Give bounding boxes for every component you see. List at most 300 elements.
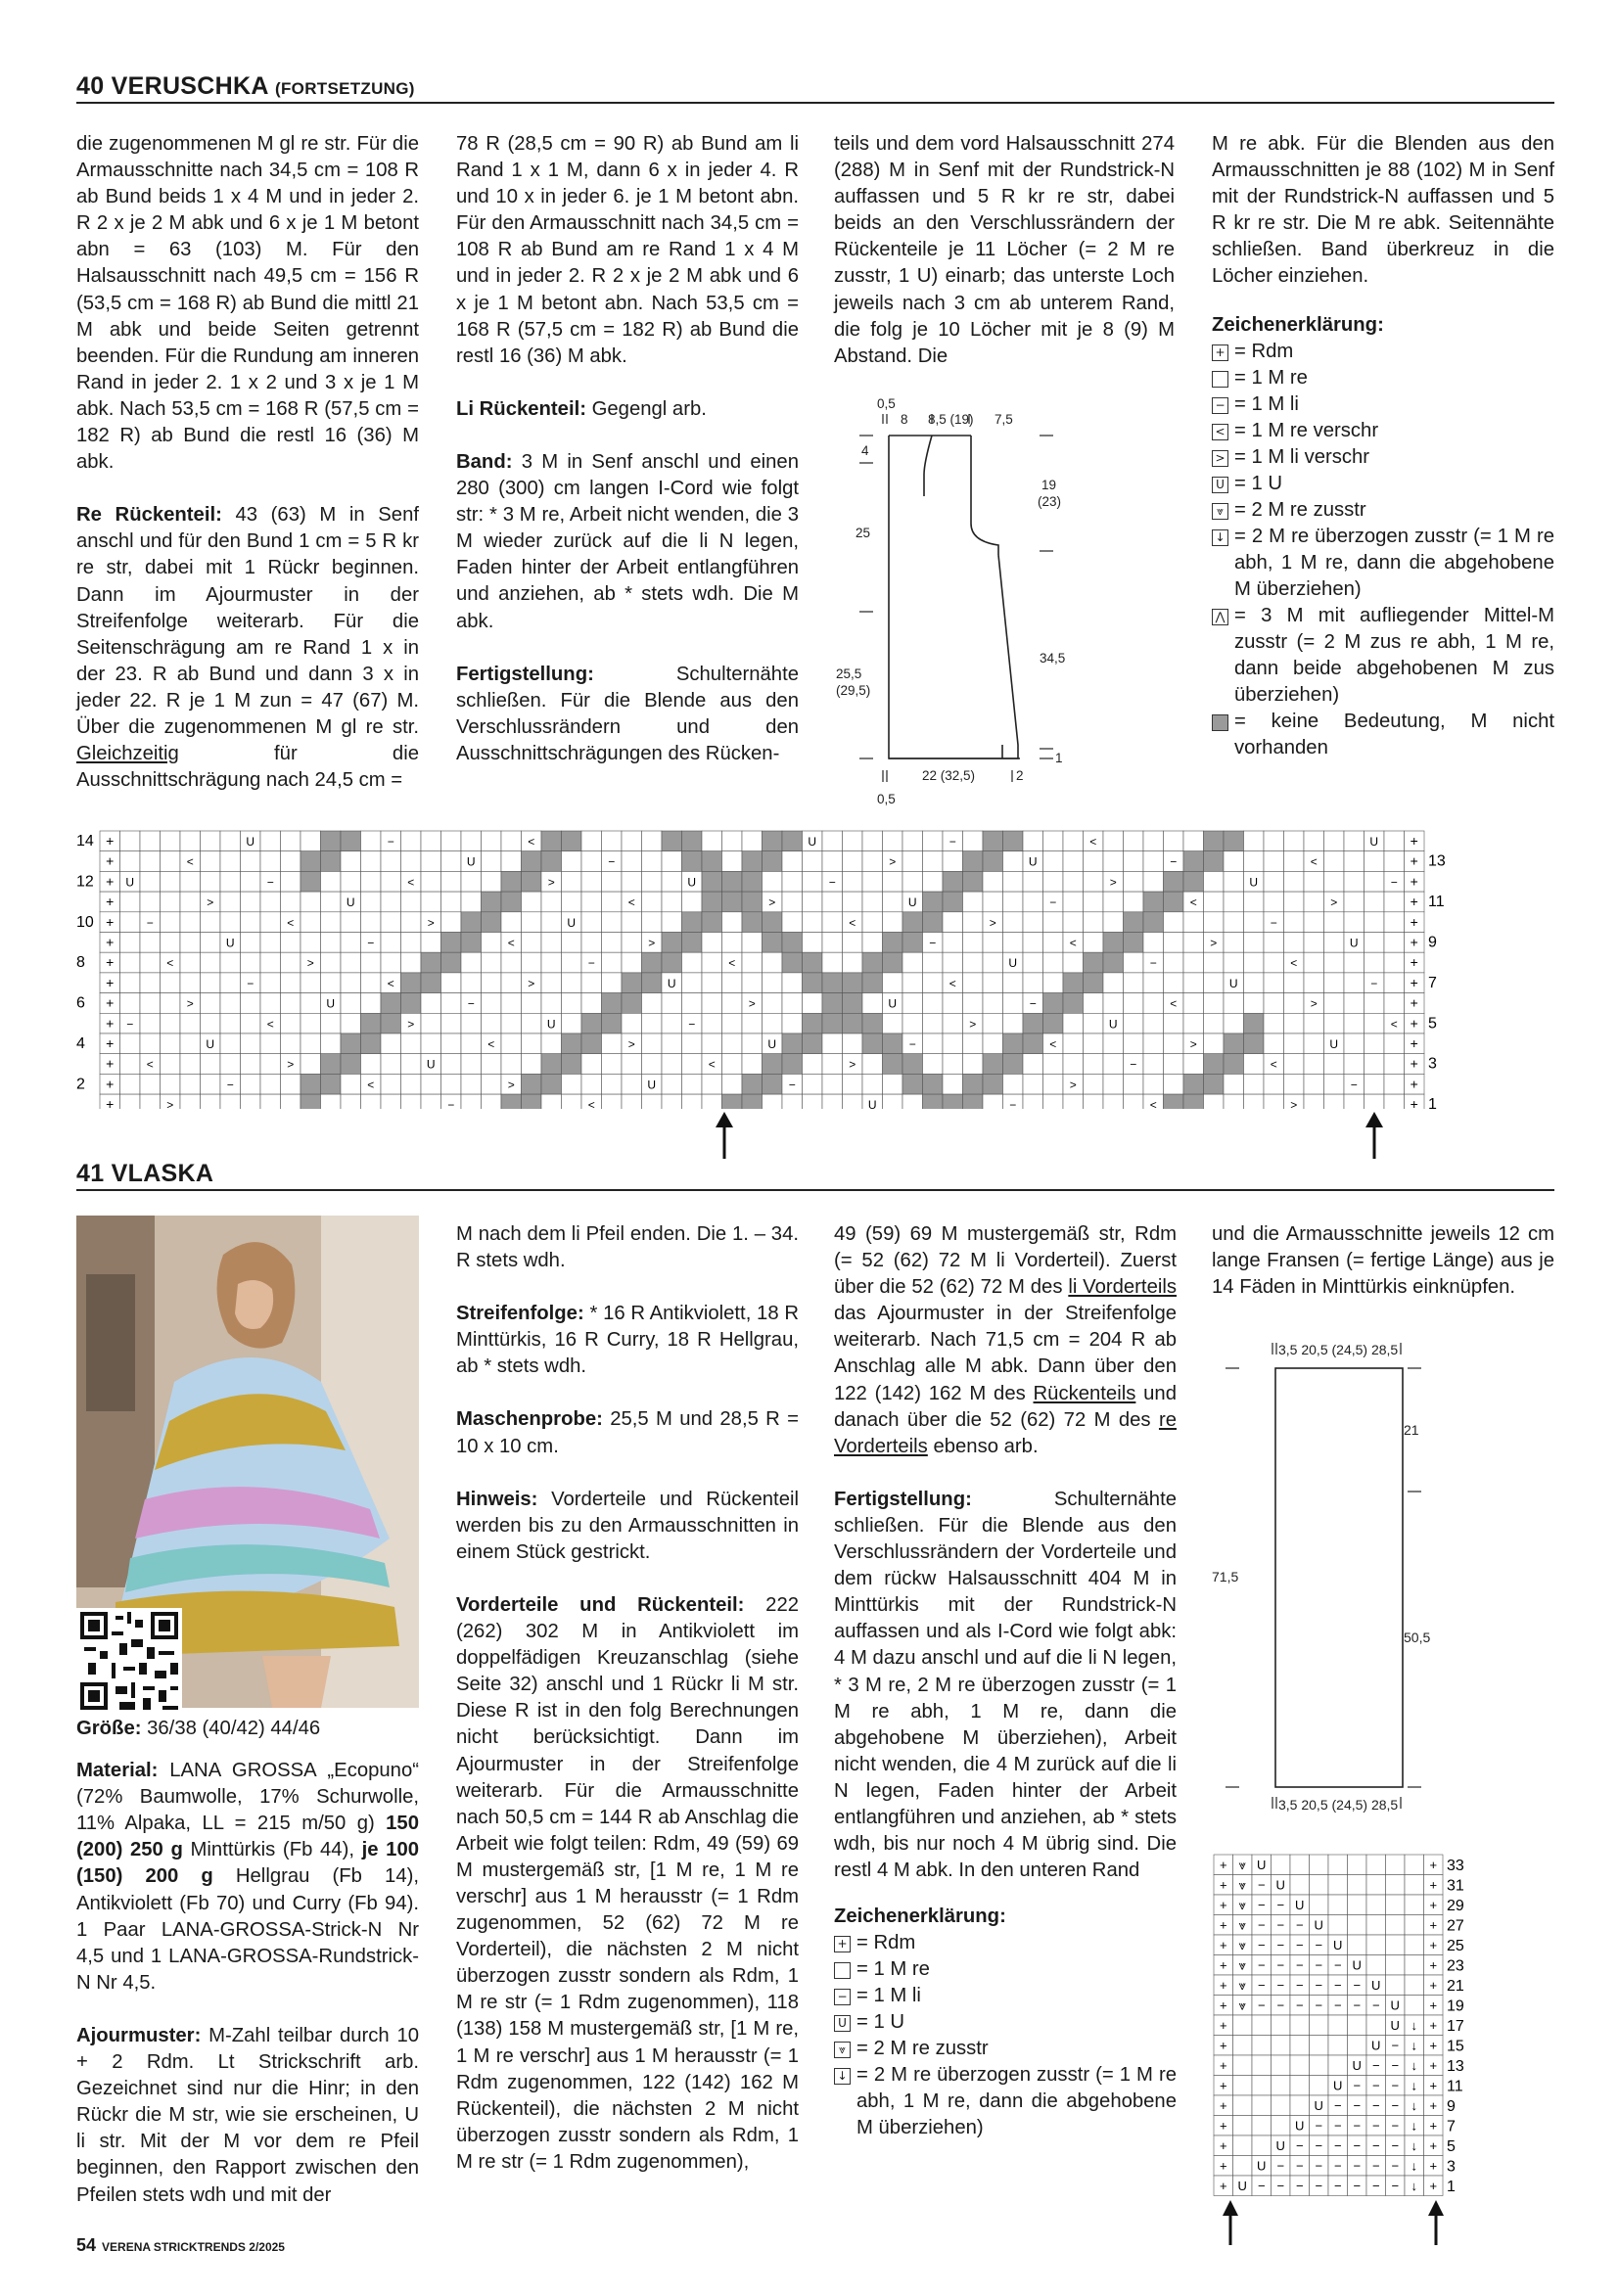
chart-symbol-icon: ⋀ (1212, 609, 1228, 625)
row-number: 13 (1447, 2058, 1464, 2075)
svg-text:−: − (1276, 1917, 1285, 1933)
svg-text:↓: ↓ (1411, 2179, 1417, 2193)
svg-text:<: < (266, 1017, 274, 1032)
svg-text:+: + (1429, 2038, 1438, 2053)
svg-text:+: + (106, 1096, 115, 1109)
svg-text:>: > (186, 996, 194, 1011)
svg-text:+: + (1219, 1957, 1227, 1973)
s40-column-2 (456, 131, 799, 794)
row-number: 3 (1428, 1055, 1437, 1073)
svg-text:U: U (1275, 1877, 1285, 1893)
chart-symbol-icon: < (1212, 424, 1228, 440)
row-number: 27 (1447, 1917, 1464, 1935)
svg-text:<: < (487, 1037, 495, 1051)
svg-text:+: + (106, 913, 115, 930)
text: 25,5 M und 28,5 R = 10 x 10 cm. (456, 1408, 799, 1457)
qr-code (76, 1608, 182, 1714)
svg-text:−: − (1295, 2158, 1304, 2174)
label: Maschenprobe: (456, 1408, 603, 1431)
svg-text:+: + (1219, 1917, 1227, 1933)
text: das Ajourmuster in der Streifenfolge weiterarb. Nach 71,5 cm = 204 R ab Anschlag alle M abk. Dann über den 122 (142) 162 M des (834, 1303, 1177, 1404)
s41c2-p2 (456, 1301, 799, 1380)
chart-symbol-icon: ⩔ (1212, 503, 1228, 520)
svg-text:+: + (1429, 2118, 1438, 2134)
svg-text:−: − (1257, 1957, 1266, 1973)
chart-symbol-icon (1212, 714, 1228, 731)
chart-symbol-icon: U (834, 2015, 851, 2032)
s40-column-4 (1212, 131, 1554, 761)
legend-item (834, 2062, 1177, 2141)
svg-text:−: − (1315, 2179, 1323, 2193)
row-number: 5 (1447, 2138, 1456, 2155)
s41-column-3 (834, 1221, 1177, 2141)
svg-text:>: > (306, 956, 314, 971)
s41c2-p3 (456, 1406, 799, 1459)
section-40-rule (76, 102, 1554, 104)
svg-text:<: < (1390, 1017, 1398, 1032)
arrow-up-icon (1216, 2200, 1245, 2247)
svg-text:↓: ↓ (1411, 2098, 1417, 2113)
legend-40-title: Zeichenerklärung: (1212, 313, 1384, 336)
svg-text:−: − (828, 875, 836, 890)
svg-text:−: − (948, 835, 956, 849)
chart-symbol-icon: > (1212, 450, 1228, 467)
svg-text:>: > (528, 976, 535, 990)
svg-text:−: − (1315, 1998, 1323, 2013)
svg-text:+: + (1219, 1877, 1227, 1893)
svg-text:⩔: ⩔ (1238, 1898, 1246, 1912)
svg-text:<: < (627, 895, 635, 910)
svg-text:U: U (1352, 1957, 1362, 1973)
svg-text:+: + (1410, 913, 1418, 930)
svg-text:↓: ↓ (1411, 2058, 1417, 2073)
svg-text:↓: ↓ (1411, 2038, 1417, 2053)
legend-text: = 2 M re überzogen zusstr (= 1 M re abh, 1 M re, dann die abgehobene M überziehen) (1234, 525, 1554, 600)
svg-text:−: − (1333, 2118, 1342, 2134)
svg-text:⩔: ⩔ (1238, 1978, 1246, 1993)
legend-item (1212, 497, 1554, 524)
schem40-label-13: 2 (1016, 768, 1024, 783)
schematic-40 (834, 387, 1069, 817)
row-number: 9 (1447, 2098, 1456, 2115)
svg-text:+: + (1410, 1035, 1418, 1051)
legend-item (1212, 418, 1554, 444)
svg-text:>: > (648, 936, 656, 950)
legend-item (834, 1930, 1177, 1956)
legend-text: = 1 M re (856, 1958, 930, 1981)
svg-text:<: < (367, 1078, 375, 1092)
svg-text:−: − (1270, 915, 1277, 930)
svg-text:−: − (467, 996, 475, 1011)
svg-text:−: − (1257, 1877, 1266, 1893)
svg-text:U: U (1295, 2118, 1305, 2134)
ajourmuster (76, 2023, 419, 2209)
underlined: Gleichzeitig (76, 743, 179, 765)
s41-column-4 (1212, 1221, 1554, 1327)
schem40-label-12: 22 (32,5) (922, 768, 976, 783)
svg-text:U: U (647, 1078, 657, 1092)
bold-text: je 100 (150) 200 g (76, 1839, 420, 1888)
legend-item (1212, 471, 1554, 497)
svg-text:−: − (1315, 2138, 1323, 2153)
svg-text:U: U (1390, 1998, 1400, 2013)
svg-text:U: U (1237, 2179, 1247, 2193)
text: 36/38 (40/42) 44/46 (141, 1718, 321, 1739)
legend-text: = 1 M li (856, 1985, 921, 2007)
row-number: 14 (76, 833, 94, 850)
text: ebenso arb. (927, 1435, 1039, 1457)
legend-text: = 1 M li (1234, 392, 1299, 415)
svg-text:+: + (1410, 852, 1418, 869)
svg-text:+: + (1219, 2138, 1227, 2153)
text: Minttürkis (Fb 44), (182, 1839, 362, 1861)
svg-text:+: + (1410, 994, 1418, 1011)
arrow-up-icon (1355, 1112, 1394, 1161)
svg-text:+: + (106, 1055, 115, 1072)
s41-column-1 (76, 1716, 419, 2235)
schem40-label-10: (29,5) (836, 683, 871, 698)
text: LANA GROSSA „Ecopuno“ (72% Baumwolle, 17% Schurwolle, 11% Alpaka, LL = 215 m/50 g) (76, 1760, 419, 1835)
row-number: 4 (76, 1035, 85, 1052)
svg-text:U: U (1008, 956, 1018, 971)
svg-text:U: U (667, 976, 676, 990)
text: 43 (63) M in Senf anschl und für den Bund 1 cm = 5 R kr re str, dabei mit 1 Rückr beginnen. Dann im Ajourmuster in der Streifenfolge weiterarb. Für die Seitenschrägung am re Rand 1 x in der 23. R ab Bund und dann 3 x in jeder 22. R je 1 M zun = 47 (67) M. Über die zugenommenen M gl re str. (76, 504, 419, 738)
chart-symbol-icon: ↓ (1212, 529, 1228, 546)
svg-text:>: > (1210, 936, 1218, 950)
text: und danach über die 52 (62) 72 M des (834, 1382, 1177, 1431)
text: Vorderteile und Rückenteil werden bis zu den Armausschnitten in einem Stück gestrickt. (456, 1488, 799, 1563)
legend-item (834, 1983, 1177, 2009)
svg-text:−: − (1353, 2118, 1362, 2134)
svg-text:<: < (186, 854, 194, 869)
label: Hinweis: (456, 1488, 538, 1510)
svg-text:−: − (1315, 1978, 1323, 1993)
chart-symbol-icon (1212, 371, 1228, 388)
row-number: 1 (1447, 2179, 1456, 2195)
svg-text:−: − (226, 1078, 234, 1092)
row-number: 29 (1447, 1898, 1464, 1914)
svg-text:−: − (1276, 1898, 1285, 1912)
svg-text:⩔: ⩔ (1238, 1957, 1246, 1973)
bold-text: 150 (200) 250 g (76, 1813, 419, 1861)
svg-text:U: U (1369, 835, 1379, 849)
svg-text:↓: ↓ (1411, 2138, 1417, 2153)
legend-text: = Rdm (856, 1932, 916, 1954)
text: 222 (262) 302 M in Antikviolett im doppelfädigen Kreuzanschlag (siehe Seite 32) anschl und 1 Rückr li M str. Diese R ist in den folg Berechnungen nicht berücksichtigt. Dann im Ajourmuster in der Streifenfolge weiterarb. Für die Armausschnitte nach 50,5 cm = 144 R ab Anschlag die Arbeit wie folgt teilen: Rdm, 49 (59) 69 M mustergemäß str, [1 M re, 1 M re verschr] aus 1 M herausstr (= 1 Rdm zugenommen, 52 (62) 72 M re Vorderteil), die nächsten 2 M nicht überzogen zusstr sondern als Rdm, 1 M re str (= 1 Rdm zugenommen), 118 (138) 158 M mustergemäß str, [1 M re, 1 M re verschr] aus 1 M herausstr (= 1 Rdm zugenommen, 122 (142) 162 M Rückenteil), die nächsten 2 M nicht überzogen zusstr sondern als Rdm, 1 M re str (= 1 Rdm zugenommen), (456, 1593, 799, 2173)
svg-text:>: > (207, 895, 214, 910)
svg-text:−: − (1371, 1998, 1380, 2013)
svg-text:−: − (1276, 2179, 1285, 2193)
svg-text:U: U (1349, 936, 1359, 950)
svg-text:U: U (466, 854, 476, 869)
svg-text:+: + (106, 974, 115, 990)
legend-40 (1212, 339, 1554, 761)
svg-text:−: − (126, 1017, 134, 1032)
svg-text:+: + (1219, 2038, 1227, 2053)
svg-text:+: + (1429, 2078, 1438, 2093)
s40c4-p1: M re abk. Für die Blenden aus den Armausschnitten je 88 (102) M in Senf mit der Rundstrick-N auffassen und 5 R kr re str. Die M re abk. Seitennähte schließen. Band überkreuz in die Löcher einziehen. (1212, 133, 1554, 288)
svg-text:U: U (1257, 2158, 1267, 2174)
svg-text:−: − (1391, 2098, 1400, 2113)
svg-text:U: U (888, 996, 898, 1011)
row-number: 31 (1447, 1877, 1464, 1895)
svg-text:−: − (1049, 895, 1057, 910)
svg-text:+: + (1219, 1858, 1227, 1872)
s40c1-p1: die zugenommenen M gl re str. Für die Armausschnitte nach 34,5 cm = 108 R ab Bund beids 1 x 4 M und in jeder 2. R 2 x je 2 M abk und 6 x je 1 M betont abn = 63 (103) M. Für den Halsausschnitt nach 49,5 cm = 156 R (53,5 cm = 168 R) ab Bund die mittl 21 M abk und beide Seiten getrennt beenden. Für die Rundung am inneren Rand in jeder 2. 1 x 2 und 3 x je 1 M abk. Nach 53,5 cm = 168 R (57,5 cm = 182 R) ab Bund die restl 16 (36) M abk. (76, 133, 419, 474)
svg-text:−: − (1009, 1098, 1017, 1109)
row-number: 7 (1447, 2118, 1456, 2135)
svg-text:↓: ↓ (1411, 2018, 1417, 2033)
svg-text:−: − (1370, 976, 1378, 990)
svg-text:+: + (1429, 2158, 1438, 2174)
svg-text:−: − (1391, 2158, 1400, 2174)
svg-text:−: − (1295, 2138, 1304, 2153)
svg-text:U: U (1028, 854, 1038, 869)
svg-text:−: − (1295, 1917, 1304, 1933)
schem40-label-9: 25,5 (836, 666, 862, 681)
page-footer (76, 2235, 285, 2256)
svg-text:−: − (1371, 2098, 1380, 2113)
svg-text:>: > (407, 1017, 415, 1032)
svg-text:−: − (1353, 1998, 1362, 2013)
svg-text:−: − (1333, 1978, 1342, 1993)
svg-text:U: U (867, 1098, 877, 1109)
svg-text:−: − (266, 875, 274, 890)
s41c4-p1: und die Armausschnitte jeweils 12 cm lange Fransen (= fertige Länge) aus je 14 Fäden in Minttürkis einknüpfen. (1212, 1223, 1554, 1299)
svg-text:⩔: ⩔ (1238, 1938, 1246, 1952)
svg-text:−: − (447, 1098, 455, 1109)
svg-text:>: > (1310, 996, 1318, 1011)
svg-text:U: U (687, 875, 697, 890)
svg-text:U: U (907, 895, 917, 910)
svg-text:U: U (1333, 2078, 1343, 2093)
svg-text:−: − (1353, 2158, 1362, 2174)
label: Li Rückenteil: (456, 397, 586, 420)
svg-text:+: + (106, 852, 115, 869)
svg-text:+: + (1410, 873, 1418, 890)
svg-text:+: + (1410, 833, 1418, 849)
row-number: 8 (76, 954, 85, 972)
svg-text:U: U (567, 915, 577, 930)
schem40-label-4: 4 (861, 443, 869, 458)
svg-text:−: − (1391, 2138, 1400, 2153)
svg-text:−: − (1257, 1978, 1266, 1993)
svg-text:−: − (1276, 1938, 1285, 1952)
svg-text:−: − (387, 835, 394, 849)
svg-text:−: − (1315, 1957, 1323, 1973)
row-number: 10 (76, 913, 94, 931)
legend-text: = 2 M re zusstr (1234, 498, 1366, 521)
svg-text:U: U (426, 1057, 436, 1072)
svg-text:+: + (1219, 1938, 1227, 1952)
row-number: 15 (1447, 2038, 1464, 2055)
schem40-label-5: 19 (1041, 478, 1057, 492)
s40-column-3 (834, 131, 1175, 396)
svg-text:−: − (1391, 2058, 1400, 2073)
svg-text:U: U (808, 835, 817, 849)
underlined: re Vorderteils (834, 1408, 1177, 1457)
svg-text:−: − (1353, 2078, 1362, 2093)
legend-text: = 2 M re zusstr (856, 2038, 989, 2060)
svg-text:<: < (948, 976, 956, 990)
svg-text:−: − (1350, 1078, 1358, 1092)
text: Hellgrau (Fb 14), Antikviolett (Fb 70) und Curry (Fb 94). 1 Paar LANA-GROSSA-Strick-N Nr 4,5 und 1 LANA-GROSSA-Rundstrick-N Nr 4,5. (76, 1865, 419, 1994)
svg-text:−: − (1257, 1917, 1266, 1933)
svg-text:−: − (908, 1037, 916, 1051)
svg-text:<: < (1149, 1098, 1157, 1109)
svg-text:U: U (125, 875, 135, 890)
label: Streifenfolge: (456, 1303, 584, 1325)
svg-text:+: + (1429, 2138, 1438, 2153)
legend-text: = 2 M re überzogen zusstr (= 1 M re abh, 1 M re, dann die abgehobene M überziehen) (856, 2064, 1177, 2139)
svg-text:−: − (1276, 1978, 1285, 1993)
row-number: 11 (1447, 2078, 1463, 2095)
label: Größe: (76, 1718, 142, 1739)
svg-text:U: U (1257, 1858, 1267, 1872)
svg-text:+: + (1219, 2158, 1227, 2174)
legend-item (1212, 603, 1554, 709)
svg-text:U: U (1371, 2038, 1381, 2053)
row-number: 17 (1447, 2018, 1464, 2035)
svg-text:+: + (1219, 2018, 1227, 2033)
svg-text:+: + (1429, 2058, 1438, 2073)
svg-text:U: U (326, 996, 336, 1011)
page-number: 54 (76, 2235, 97, 2255)
svg-text:−: − (1333, 2098, 1342, 2113)
svg-text:<: < (166, 956, 174, 971)
legend-item (1212, 339, 1554, 365)
svg-text:+: + (106, 1015, 115, 1032)
svg-text:−: − (1353, 1978, 1362, 1993)
schem40-label-0: 0,5 (877, 396, 896, 411)
svg-text:+: + (1219, 1998, 1227, 2013)
svg-text:−: − (1257, 1898, 1266, 1912)
text: M-Zahl teilbar durch 10 + 2 Rdm. Lt Strickschrift arb. Gezeichnet sind nur die Hinr; in den Rückr die M str, wie sie erscheinen, U li str. Mit der M vor dem re Pfeil beginnen, den Rapport zwischen den Pfeilen stets wdh und mit der (76, 2024, 419, 2206)
section-40-title (76, 72, 415, 101)
svg-text:U: U (1295, 1898, 1305, 1912)
material (76, 1758, 419, 1997)
section-40-subtitle: (FORTSETZUNG) (275, 79, 415, 98)
text-end: für die Ausschnittschrägung nach 24,5 cm = (76, 743, 419, 792)
section-41-rule (76, 1189, 1554, 1191)
legend-item (1212, 365, 1554, 391)
label: Band: (456, 450, 513, 473)
svg-text:−: − (1353, 2098, 1362, 2113)
schem41-bottom: 3,5 20,5 (24,5) 28,5 (1278, 1797, 1399, 1813)
svg-text:−: − (1295, 1978, 1304, 1993)
svg-text:+: + (1429, 1938, 1438, 1952)
label: Material: (76, 1760, 159, 1782)
label: Vorderteile und Rückenteil: (456, 1593, 745, 1616)
svg-text:>: > (547, 875, 555, 890)
legend-item (834, 2009, 1177, 2036)
schem40-label-11: 1 (1055, 751, 1063, 765)
svg-text:+: + (1410, 1055, 1418, 1072)
svg-text:<: < (849, 915, 856, 930)
row-number: 13 (1428, 852, 1446, 870)
row-number: 2 (76, 1076, 85, 1093)
svg-text:+: + (1410, 954, 1418, 971)
svg-text:−: − (1371, 2138, 1380, 2153)
svg-text:<: < (1290, 956, 1298, 971)
svg-text:−: − (1353, 2138, 1362, 2153)
svg-text:+: + (1219, 2118, 1227, 2134)
svg-text:⩔: ⩔ (1238, 1877, 1246, 1893)
s41-column-2 (456, 1221, 799, 2202)
svg-text:<: < (1049, 1037, 1057, 1051)
row-number: 11 (1428, 894, 1445, 911)
svg-text:−: − (1353, 2179, 1362, 2193)
text: Schulternähte schließen. Für die Blende aus den Verschlussrändern und den Ausschnittschrägungen des Rücken- (456, 663, 799, 764)
svg-text:>: > (166, 1098, 174, 1109)
svg-text:<: < (146, 1057, 154, 1072)
svg-text:−: − (1371, 2179, 1380, 2193)
knitting-chart-40 (76, 825, 1574, 1109)
svg-text:>: > (768, 895, 776, 910)
schem40-label-14: 0,5 (877, 792, 896, 806)
legend-item (1212, 444, 1554, 471)
svg-text:U: U (1228, 976, 1238, 990)
svg-text:<: < (1189, 895, 1197, 910)
svg-text:+: + (1219, 2058, 1227, 2073)
svg-text:<: < (287, 915, 295, 930)
svg-text:+: + (1410, 1096, 1418, 1109)
legend-item (1212, 524, 1554, 603)
legend-text: = 1 M re (1234, 366, 1308, 389)
svg-text:−: − (1391, 2118, 1400, 2134)
svg-text:<: < (1310, 854, 1318, 869)
svg-text:−: − (1371, 2118, 1380, 2134)
svg-text:−: − (247, 976, 254, 990)
svg-text:+: + (1429, 1877, 1438, 1893)
svg-text:U: U (206, 1037, 215, 1051)
svg-text:<: < (587, 1098, 595, 1109)
svg-text:>: > (627, 1037, 635, 1051)
row-number: 5 (1428, 1015, 1437, 1033)
svg-text:U: U (767, 1037, 777, 1051)
svg-text:−: − (1333, 2138, 1342, 2153)
chart-symbol-icon: − (834, 1989, 851, 2005)
s40c1-p2 (76, 502, 419, 794)
schem40-label-3: 7,5 (995, 412, 1013, 427)
svg-text:−: − (1276, 1998, 1285, 2013)
svg-text:+: + (106, 1035, 115, 1051)
legend-text: = keine Bedeutung, M nicht vorhanden (1234, 710, 1554, 758)
svg-text:<: < (1069, 936, 1077, 950)
svg-text:U: U (546, 1017, 556, 1032)
svg-text:−: − (1391, 2179, 1400, 2193)
s41c2-p1: M nach dem li Pfeil enden. Die 1. – 34. R stets wdh. (456, 1223, 799, 1272)
chart-symbol-icon: ⩔ (834, 2042, 851, 2058)
svg-text:>: > (969, 1017, 977, 1032)
row-number: 21 (1447, 1978, 1464, 1995)
s40-column-1 (76, 131, 419, 820)
legend-text: = 3 M mit aufliegender Mittel-M zusstr (= 2 M zus re abh, 1 M re, dann beide abgehobenen M zus überziehen) (1234, 604, 1554, 706)
svg-text:U: U (1249, 875, 1259, 890)
svg-text:−: − (1333, 1998, 1342, 2013)
schem40-label-1: 8 (901, 412, 908, 427)
svg-text:−: − (688, 1017, 696, 1032)
svg-text:−: − (1276, 2158, 1285, 2174)
svg-text:−: − (1257, 2179, 1266, 2193)
svg-text:U: U (1329, 1037, 1339, 1051)
svg-text:+: + (106, 934, 115, 950)
label: Fertigstellung: (456, 663, 594, 685)
underlined: Rückenteils (1033, 1382, 1136, 1404)
svg-text:>: > (507, 1078, 515, 1092)
svg-text:−: − (1149, 956, 1157, 971)
svg-text:>: > (1290, 1098, 1298, 1109)
